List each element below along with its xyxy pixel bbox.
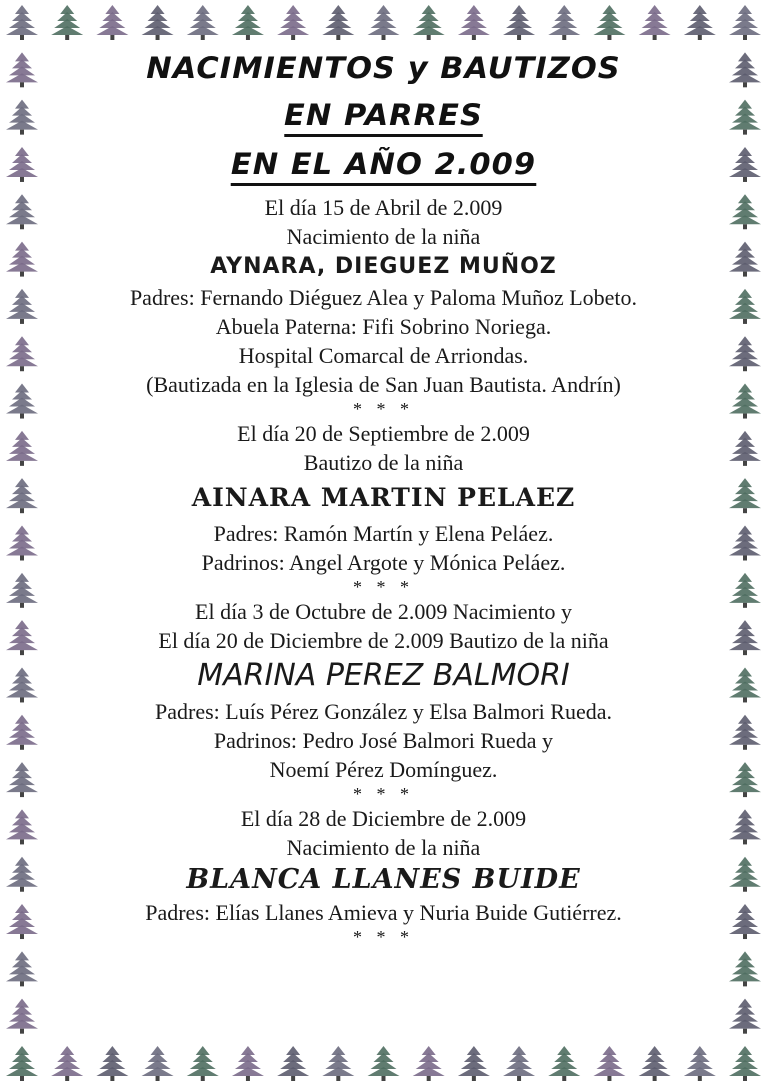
entry-detail: Padrinos: Angel Argote y Mónica Peláez. [201,550,566,575]
christmas-tree-icon [142,5,174,40]
christmas-tree-icon [729,999,761,1034]
christmas-tree-icon [729,667,761,702]
entry-detail: Padres: Ramón Martín y Elena Peláez. [213,521,554,546]
separator: * * * [353,927,414,947]
christmas-tree-icon [639,1046,671,1081]
announcement [55,52,712,947]
entry-aynara [55,193,712,419]
christmas-tree-icon [6,52,38,87]
christmas-tree-icon [729,573,761,608]
entry-blanca [55,804,712,947]
christmas-tree-icon [6,431,38,466]
separator: * * * [353,784,414,804]
page-subtitle-place: EN PARRES [39,101,729,130]
christmas-tree-icon [639,5,671,40]
entry-event: Nacimiento de la niña [286,224,481,249]
christmas-tree-icon [729,384,761,419]
page-subtitle-year: EN EL AÑO 2.009 [39,150,729,179]
christmas-tree-icon [729,336,761,371]
separator: * * * [353,577,414,597]
entry-detail: Padres: Luís Pérez González y Elsa Balmori Rueda. [155,699,612,724]
christmas-tree-icon [96,5,128,40]
christmas-tree-icon [6,100,38,135]
entry-detail: (Bautizada en la Iglesia de San Juan Bautista. Andrín) [146,372,621,397]
entry-name: MARINA PEREZ BALMORI [197,658,570,693]
christmas-tree-icon [6,620,38,655]
christmas-tree-icon [458,1046,490,1081]
entry-detail: Padres: Elías Llanes Amieva y Nuria Buide Gutiérrez. [145,900,622,925]
christmas-tree-icon [548,5,580,40]
christmas-tree-icon [51,5,83,40]
christmas-tree-icon [368,5,400,40]
christmas-tree-icon [232,5,264,40]
christmas-tree-icon [277,1046,309,1081]
christmas-tree-icon [6,951,38,986]
christmas-tree-icon [6,573,38,608]
entry-detail: Abuela Paterna: Fifi Sobrino Noriega. [215,314,552,339]
entry-detail: Padrinos: Pedro José Balmori Rueda y [213,728,554,753]
christmas-tree-icon [729,478,761,513]
christmas-tree-icon [96,1046,128,1081]
christmas-tree-icon [729,715,761,750]
christmas-tree-icon [729,809,761,844]
christmas-tree-icon [684,1046,716,1081]
christmas-tree-icon [548,1046,580,1081]
christmas-tree-icon [729,904,761,939]
christmas-tree-icon [6,478,38,513]
separator: * * * [353,399,414,419]
christmas-tree-icon [729,194,761,229]
christmas-tree-icon [368,1046,400,1081]
christmas-tree-icon [277,5,309,40]
christmas-tree-icon [729,526,761,561]
christmas-tree-icon [593,5,625,40]
christmas-tree-icon [729,100,761,135]
christmas-tree-icon [729,147,761,182]
entry-name: AINARA MARTIN PELAEZ [191,483,576,512]
christmas-tree-icon [6,1046,38,1081]
entry-date: El día 28 de Diciembre de 2.009 [240,806,527,831]
christmas-tree-icon [6,999,38,1034]
christmas-tree-icon [6,336,38,371]
christmas-tree-icon [6,5,38,40]
entry-detail: Padres: Fernando Diéguez Alea y Paloma Muñoz Lobeto. [129,285,638,310]
christmas-tree-icon [6,857,38,892]
christmas-tree-icon [729,762,761,797]
christmas-tree-icon [413,5,445,40]
christmas-tree-icon [142,1046,174,1081]
entry-date: El día 20 de Septiembre de 2.009 [237,421,530,446]
christmas-tree-icon [729,951,761,986]
entry-event: El día 20 de Diciembre de 2.009 Bautizo de la niña [158,628,609,653]
christmas-tree-icon [729,289,761,324]
christmas-tree-icon [6,809,38,844]
christmas-tree-icon [187,5,219,40]
christmas-tree-icon [593,1046,625,1081]
entry-detail: Hospital Comarcal de Arriondas. [238,343,529,368]
entry-marina [55,597,712,804]
christmas-tree-icon [6,762,38,797]
entry-event: Bautizo de la niña [303,450,464,475]
christmas-tree-icon [729,1046,761,1081]
christmas-tree-icon [6,667,38,702]
christmas-tree-icon [322,5,354,40]
christmas-tree-icon [413,1046,445,1081]
page-title: NACIMIENTOS y BAUTIZOS [146,51,621,85]
christmas-tree-icon [6,194,38,229]
entry-detail: Noemí Pérez Domínguez. [269,757,498,782]
christmas-tree-icon [6,904,38,939]
entry-name: BLANCA LLANES BUIDE [186,864,581,895]
christmas-tree-icon [6,715,38,750]
christmas-tree-icon [51,1046,83,1081]
entry-ainara [55,419,712,597]
christmas-tree-icon [6,147,38,182]
entry-date: El día 15 de Abril de 2.009 [264,195,503,220]
christmas-tree-icon [6,384,38,419]
entry-date: El día 3 de Octubre de 2.009 Nacimiento y [195,599,572,624]
christmas-tree-icon [322,1046,354,1081]
christmas-tree-icon [729,431,761,466]
christmas-tree-icon [6,526,38,561]
christmas-tree-icon [503,5,535,40]
christmas-tree-icon [187,1046,219,1081]
christmas-tree-icon [729,5,761,40]
christmas-tree-icon [684,5,716,40]
christmas-tree-icon [6,242,38,277]
christmas-tree-icon [729,620,761,655]
entry-name: AYNARA, DIEGUEZ MUÑOZ [210,254,557,279]
christmas-tree-icon [232,1046,264,1081]
christmas-tree-icon [729,242,761,277]
christmas-tree-icon [503,1046,535,1081]
christmas-tree-icon [729,52,761,87]
christmas-tree-icon [458,5,490,40]
christmas-tree-icon [6,289,38,324]
entry-event: Nacimiento de la niña [286,835,481,860]
christmas-tree-icon [729,857,761,892]
